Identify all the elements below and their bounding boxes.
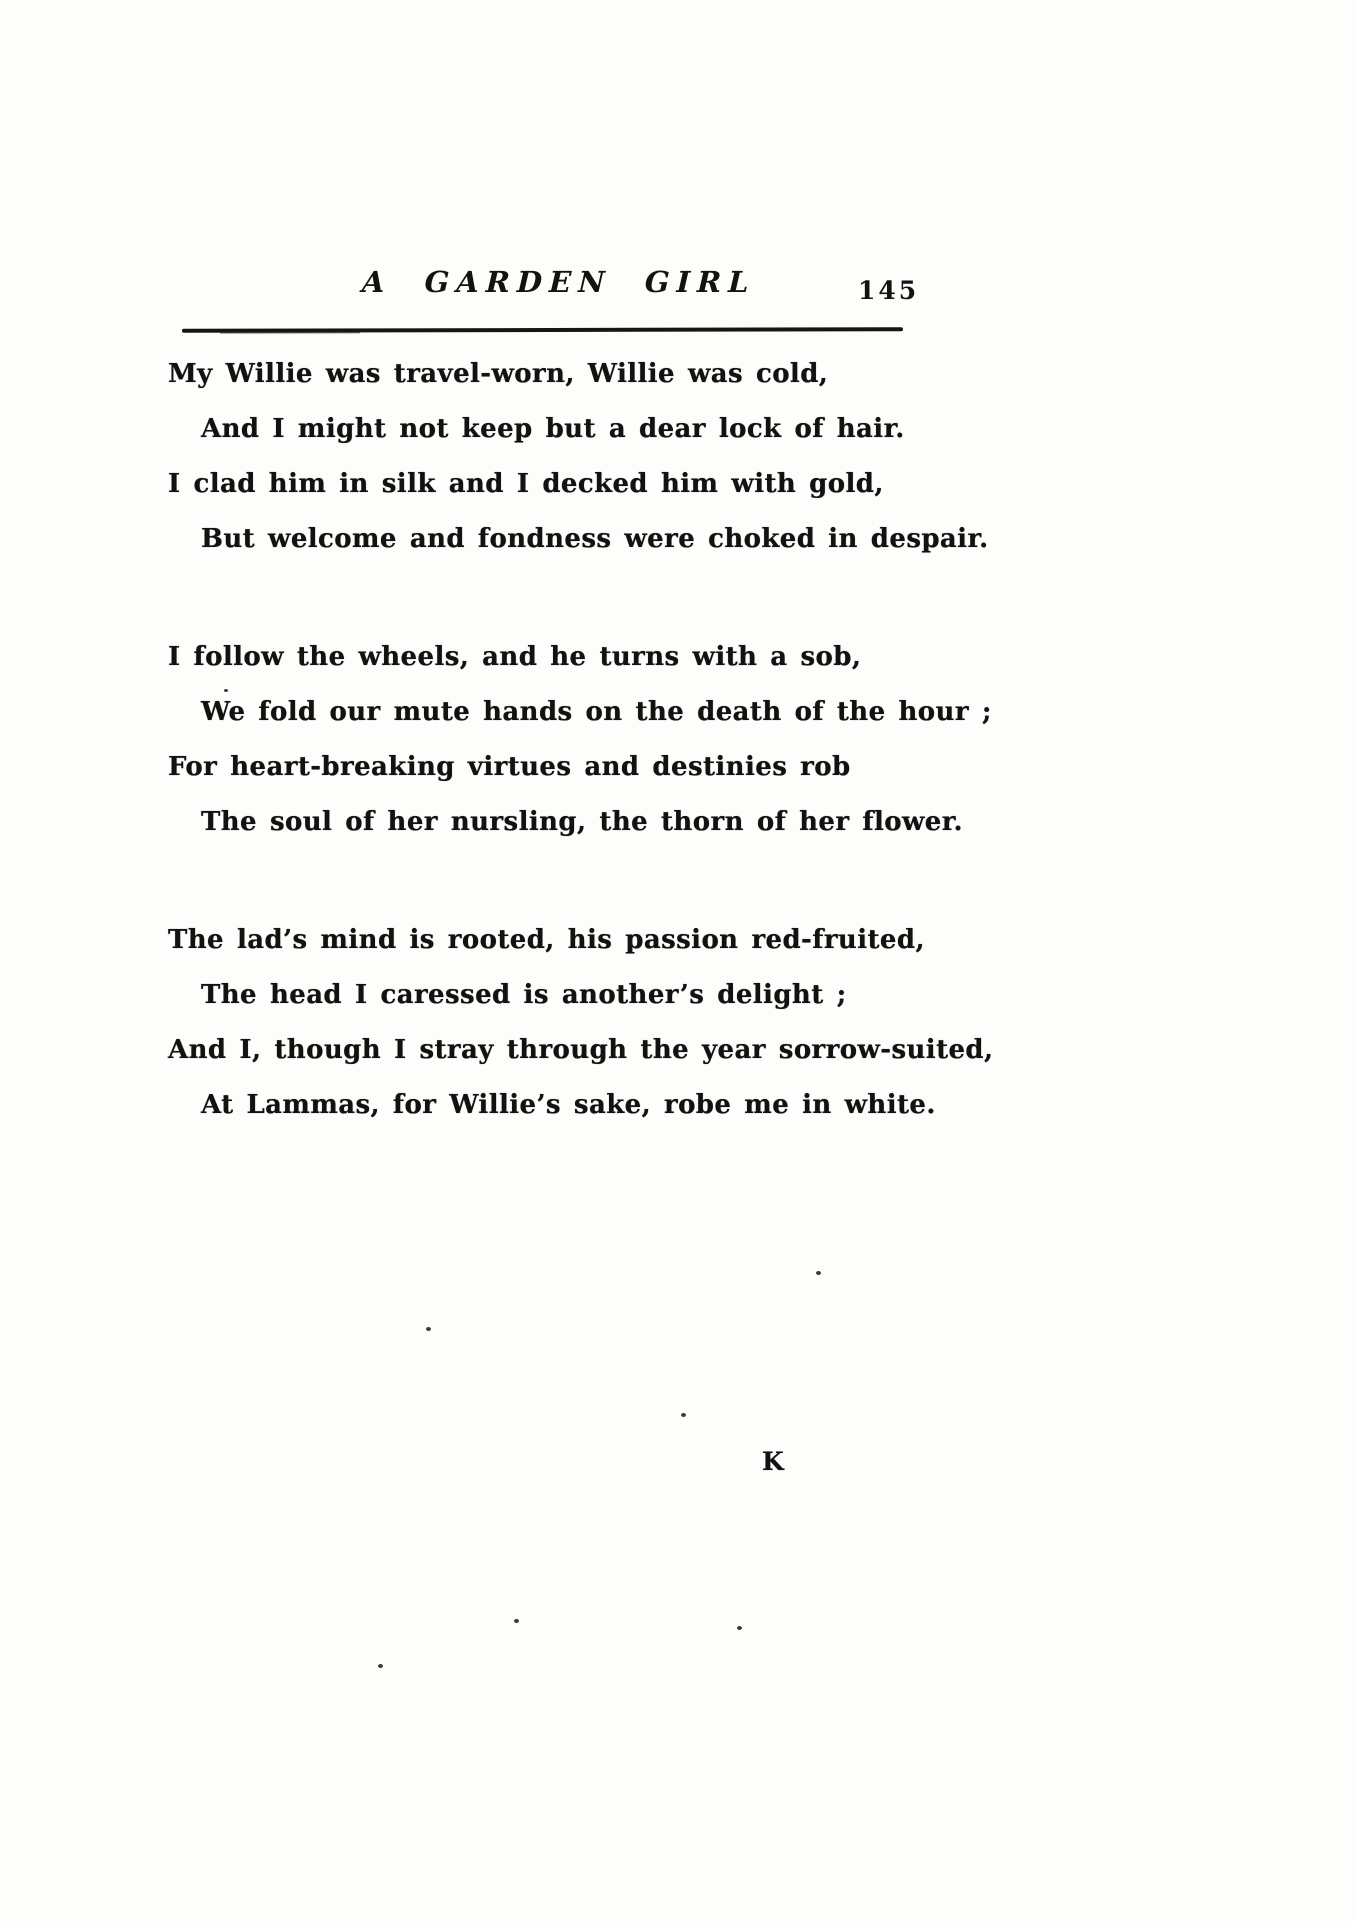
poem-line: The head I caressed is another’s delight ; [201, 980, 847, 1010]
poem-line: My Willie was travel-worn, Willie was cold, [168, 359, 829, 389]
ink-speck [737, 1626, 742, 1630]
printers-signature-mark: K [762, 1447, 785, 1476]
page-number: 145 [858, 276, 920, 305]
ink-speck [224, 689, 228, 692]
poem-text-block [168, 347, 994, 1133]
ink-speck [426, 1327, 431, 1331]
poem-line: And I might not keep but a dear lock of hair. [201, 414, 905, 444]
poem-line: And I, though I stray through the year sorrow-suited, [168, 1035, 994, 1065]
poem-line: The soul of her nursling, the thorn of her flower. [201, 807, 963, 837]
ink-speck [514, 1619, 519, 1623]
poem-line: At Lammas, for Willie’s sake, robe me in white. [201, 1090, 936, 1120]
ink-speck [681, 1413, 686, 1417]
stanza-1 [168, 347, 988, 567]
poem-line: But welcome and fondness were choked in despair. [201, 524, 989, 554]
poem-line: I clad him in silk and I decked him with gold, [168, 469, 884, 499]
running-header-title: A GARDEN GIRL [361, 265, 757, 299]
poem-line: We fold our mute hands on the death of the hour ; [201, 697, 992, 727]
stanza-2 [168, 630, 992, 850]
poem-line: I follow the wheels, and he turns with a sob, [168, 642, 862, 672]
poem-line: For heart-breaking virtues and destinies rob [168, 752, 851, 782]
header-rule-divider [182, 327, 903, 333]
stanza-3 [168, 913, 994, 1133]
ink-speck [378, 1664, 383, 1668]
ink-speck [816, 1271, 821, 1275]
poem-line: The lad’s mind is rooted, his passion red-fruited, [168, 925, 925, 955]
